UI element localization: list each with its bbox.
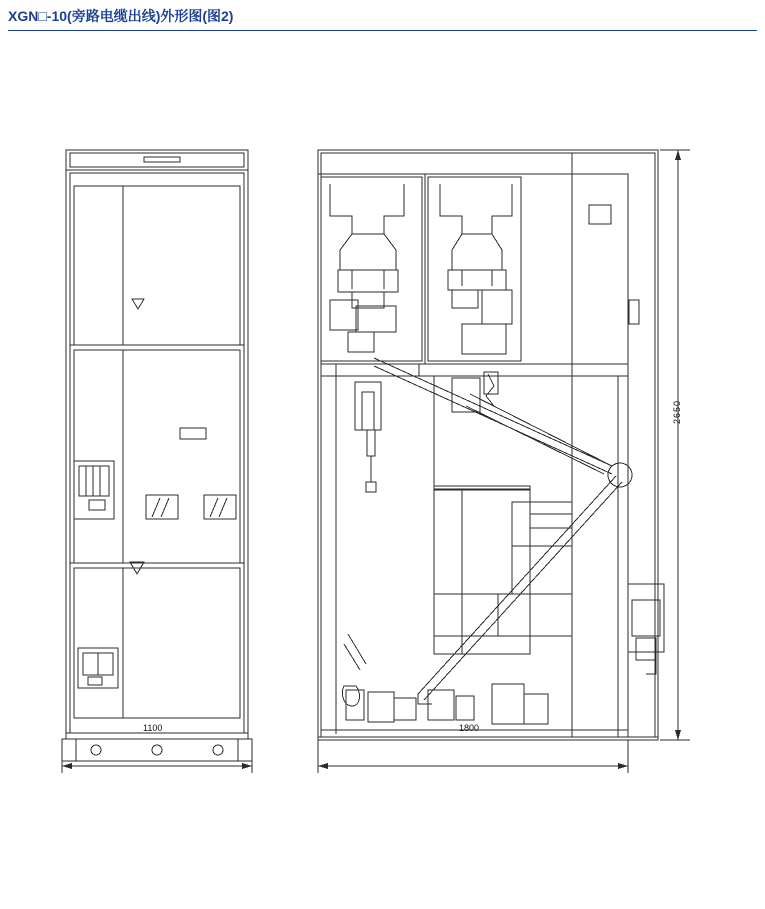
drawing-canvas (0, 34, 765, 794)
dimension-front-width: 1100 (143, 723, 163, 733)
dimension-side-width: 1800 (459, 723, 480, 733)
technical-drawing (0, 34, 765, 794)
front-view (62, 150, 252, 773)
dimension-overall-height: 2650 (672, 400, 682, 425)
page-title: XGN□-10(旁路电缆出线)外形图(图2) (8, 8, 234, 24)
title-divider (8, 30, 757, 31)
side-section-view (318, 150, 690, 773)
